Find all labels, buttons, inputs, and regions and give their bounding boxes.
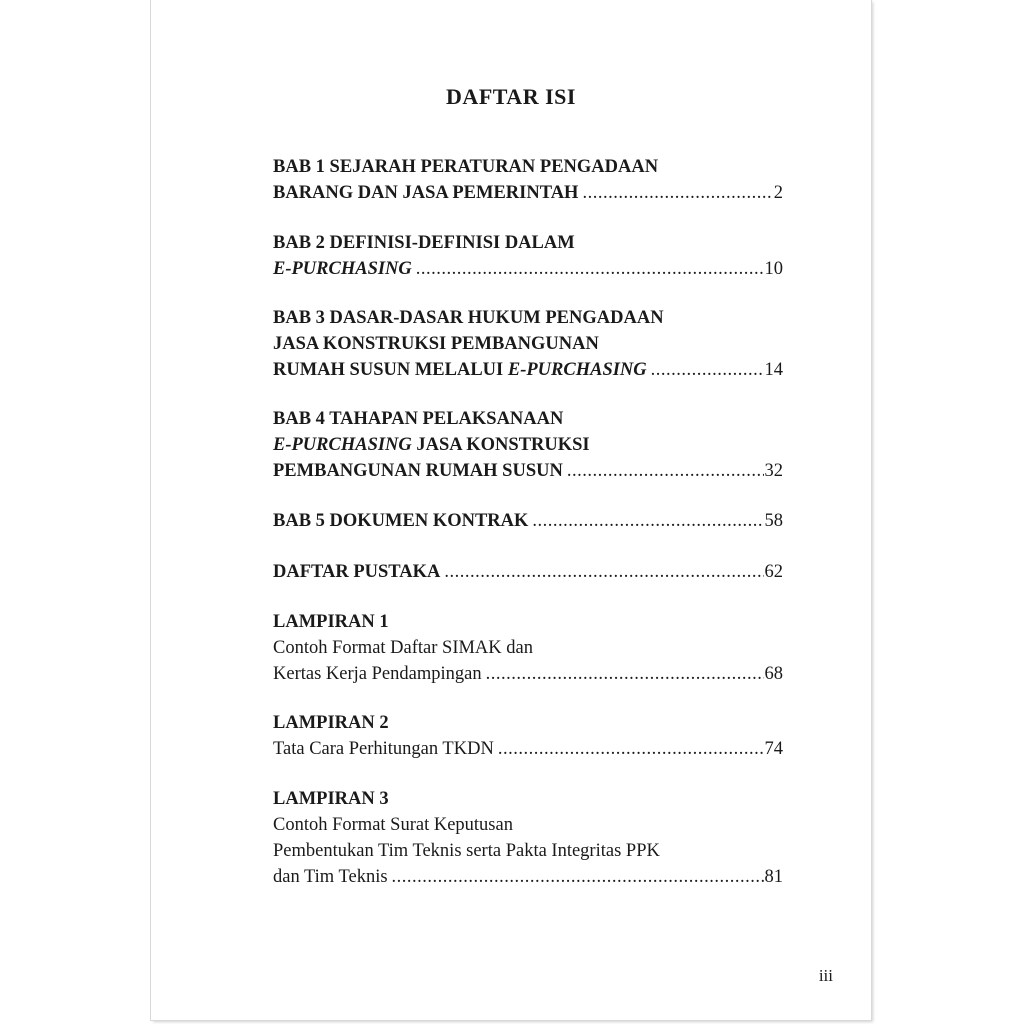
dot-leader [486,661,764,687]
toc-entry-leader-line [273,559,783,585]
toc-entry-bab-4[interactable] [273,406,783,484]
toc-entry-text: dan Tim Teknis [273,867,388,887]
toc-entry-lampiran-1[interactable] [273,609,783,687]
toc-entry-leader-line [273,864,783,890]
dot-leader [444,559,763,585]
page-title: DAFTAR ISI [446,84,576,109]
toc-entry-text: Tata Cara Perhitungan TKDN [273,739,494,759]
document-page [151,0,871,1020]
page-number-folio: iii [818,966,833,985]
toc-entry-text-italic: E-PURCHASING [273,435,412,455]
toc-entry-bab-5[interactable] [273,508,783,534]
toc-entry-text: BAB 1 SEJARAH PERATURAN PENGADAAN [273,157,659,177]
toc-page-number: 74 [764,739,783,759]
toc-entry-text: Contoh Format Surat Keputusan [273,815,513,835]
toc-page-number: 62 [764,562,783,582]
dot-leader [498,736,764,762]
dot-leader [416,256,764,282]
toc-entry-leader-line [273,458,783,484]
toc-entry-bab-3[interactable] [273,305,783,383]
toc-entry-text: JASA KONSTRUKSI PEMBANGUNAN [273,334,599,354]
toc-entry-heading: LAMPIRAN 3 [273,789,389,809]
toc-entry-heading: LAMPIRAN 1 [273,612,389,632]
toc-page-number: 68 [764,664,783,684]
toc-entry-text: BAB 4 TAHAPAN PELAKSANAAN [273,409,564,429]
toc-entry-text: BARANG DAN JASA PEMERINTAH [273,183,579,203]
toc-entry-bab-1[interactable] [273,154,783,206]
toc-entry-bab-2[interactable] [273,230,783,282]
toc-entry-leader-line [273,256,783,282]
toc-entry-heading: LAMPIRAN 2 [273,713,389,733]
toc-entry-text: BAB 2 DEFINISI-DEFINISI DALAM [273,233,575,253]
dot-leader [582,180,772,206]
toc-entry-leader-line [273,357,783,383]
toc-entry-leader-line [273,661,783,687]
toc-page-number: 14 [764,360,783,380]
dot-leader [651,357,764,383]
toc-entry-leader-line [273,736,783,762]
toc-page-number: 81 [764,867,783,887]
toc-entry-text: BAB 3 DASAR-DASAR HUKUM PENGADAAN [273,308,664,328]
dot-leader [392,864,764,890]
toc-entry-text: Contoh Format Daftar SIMAK dan [273,638,533,658]
toc-page-number: 32 [764,461,783,481]
toc-entry-text: Pembentukan Tim Teknis serta Pakta Integritas PPK [273,841,660,861]
toc-entry-text: RUMAH SUSUN MELALUI [273,360,508,380]
toc-entry-leader-line [273,508,783,534]
toc-page-number: 58 [764,511,783,531]
toc-entry-text: Kertas Kerja Pendampingan [273,664,482,684]
toc-entry-lampiran-3[interactable] [273,786,783,890]
toc-entry-text: PEMBANGUNAN RUMAH SUSUN [273,461,563,481]
toc-page-number: 2 [773,183,783,203]
toc-page-number: 10 [764,259,783,279]
toc-entry-text: DAFTAR PUSTAKA [273,562,441,582]
toc-entry-lampiran-2[interactable] [273,710,783,762]
dot-leader [567,458,764,484]
toc-entry-text: BAB 5 DOKUMEN KONTRAK [273,511,529,531]
toc-entry-text-italic: E-PURCHASING [507,360,647,380]
toc-entry-leader-line [273,180,783,206]
toc-entry-text: E-PURCHASING [273,259,412,279]
toc-entry-daftar-pustaka[interactable] [273,559,783,585]
toc-entry-mixed-line [273,432,783,458]
dot-leader [532,508,763,534]
toc-entry-text: JASA KONSTRUKSI [411,435,590,455]
